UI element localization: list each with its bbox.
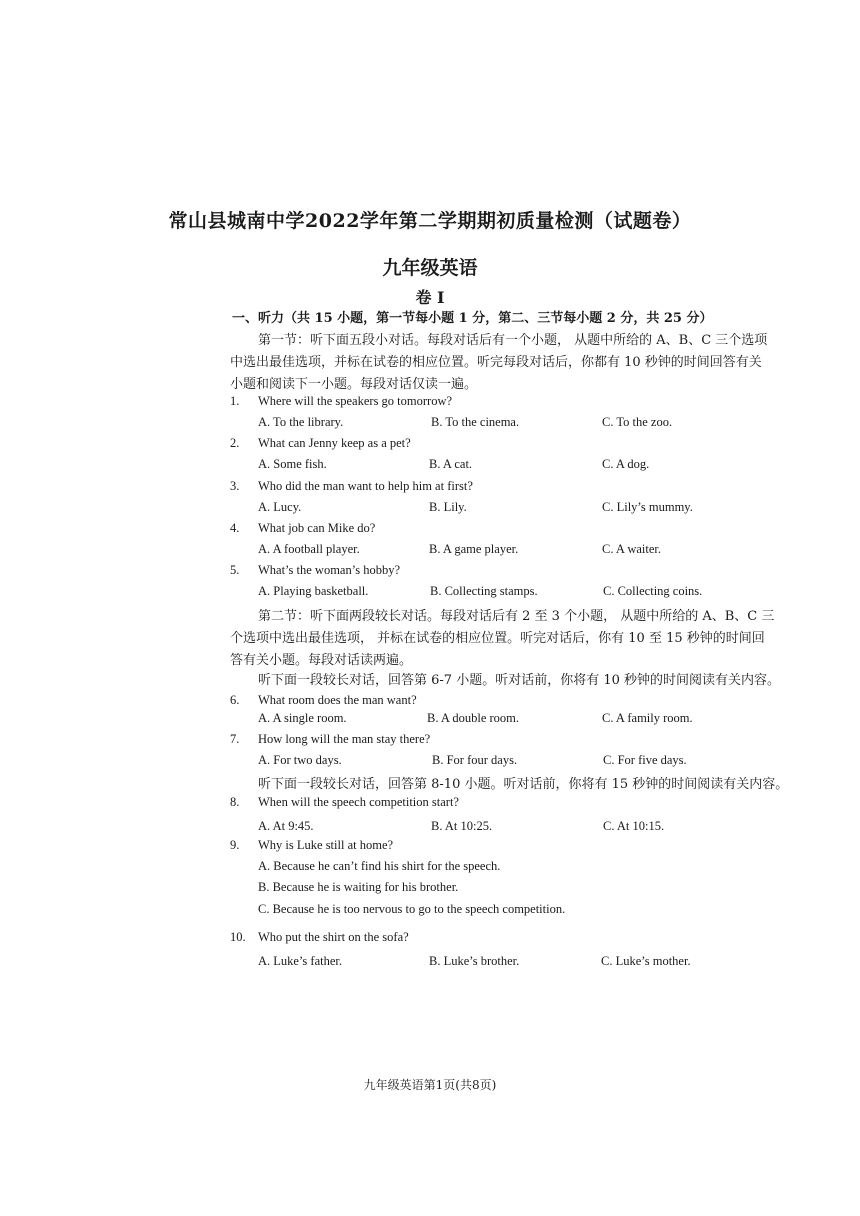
option-c: C. At 10:15. [603, 819, 665, 833]
question-text: How long will the man stay there? [258, 732, 431, 746]
question-number: 3. [230, 479, 240, 493]
question-number: 8. [230, 795, 240, 809]
question-text: What can Jenny keep as a pet? [258, 436, 411, 450]
option-c: C. Luke’s mother. [601, 954, 691, 968]
question-number: 10. [230, 930, 246, 944]
question-text: When will the speech competition start? [258, 795, 459, 809]
option-a: A. Luke’s father. [258, 954, 343, 968]
option-a: A. To the library. [258, 415, 344, 429]
question-number: 2. [230, 436, 240, 450]
dialog-note: 听下面一段较长对话，回答第 6-7 小题。听对话前，你将有 10 秒钟的时间阅读有关内容。 [258, 673, 781, 688]
question-number: 7. [230, 732, 240, 746]
option-c: C. Because he is too nervous to go to the speech competition. [258, 902, 566, 916]
part2-instruction-line: 个选项中选出最佳选项， 并标在试卷的相应位置。听完对话后，你有 10 至 15 秒钟的时间回 [230, 631, 765, 646]
paper-label: 卷 I [415, 288, 445, 307]
option-c: C. To the zoo. [602, 415, 673, 429]
option-c: C. A waiter. [602, 542, 662, 556]
option-a: A. Because he can’t find his shirt for the speech. [258, 859, 501, 873]
section-heading: 一、听力（共 15 小题，第一节每小题 1 分，第二、三节每小题 2 分，共 25 分） [232, 311, 713, 326]
option-b: B. At 10:25. [431, 819, 493, 833]
option-a: A. Some fish. [258, 457, 327, 471]
question-number: 5. [230, 563, 240, 577]
option-a: A. A football player. [258, 542, 360, 556]
option-b: B. A cat. [429, 457, 473, 471]
option-c: C. A dog. [602, 457, 650, 471]
question-text: Where will the speakers go tomorrow? [258, 394, 453, 408]
option-a: A. Lucy. [258, 500, 302, 514]
part1-instruction-line: 第一节：听下面五段小对话。每段对话后有一个小题， 从题中所给的 A、B、C 三个选项 [258, 333, 768, 348]
question-number: 4. [230, 521, 240, 535]
exam-title: 常山县城南中学2022学年第二学期期初质量检测（试题卷） [168, 210, 692, 232]
question-text: What job can Mike do? [258, 521, 376, 535]
option-b: B. Collecting stamps. [430, 584, 538, 598]
option-b: B. A double room. [427, 711, 520, 725]
question-text: What’s the woman’s hobby? [258, 563, 400, 577]
option-a: A. At 9:45. [258, 819, 314, 833]
option-c: C. Lily’s mummy. [602, 500, 693, 514]
option-c: C. For five days. [603, 753, 687, 767]
option-b: B. A game player. [429, 542, 519, 556]
option-b: B. Lily. [429, 500, 467, 514]
option-b: B. For four days. [432, 753, 518, 767]
question-number: 9. [230, 838, 240, 852]
question-number: 6. [230, 693, 240, 707]
question-number: 1. [230, 394, 240, 408]
option-a: A. Playing basketball. [258, 584, 369, 598]
option-b: B. Because he is waiting for his brother. [258, 880, 459, 894]
option-b: B. To the cinema. [431, 415, 520, 429]
question-text: What room does the man want? [258, 693, 417, 707]
question-text: Why is Luke still at home? [258, 838, 394, 852]
part2-instruction-line: 答有关小题。每段对话读两遍。 [230, 653, 413, 668]
page-footer: 九年级英语第1页(共8页) [363, 1078, 497, 1092]
option-b: B. Luke’s brother. [429, 954, 520, 968]
question-text: Who put the shirt on the sofa? [258, 930, 409, 944]
part2-instruction-line: 第二节：听下面两段较长对话。每段对话后有 2 至 3 个小题， 从题中所给的 A、B、C 三 [258, 609, 775, 624]
part1-instruction-line: 中选出最佳选项，并标在试卷的相应位置。听完每段对话后，你都有 10 秒钟的时间回答有关 [230, 355, 762, 370]
option-c: C. Collecting coins. [603, 584, 703, 598]
option-a: A. For two days. [258, 753, 342, 767]
question-text: Who did the man want to help him at first? [258, 479, 473, 493]
dialog-note: 听下面一段较长对话，回答第 8-10 小题。听对话前，你将有 15 秒钟的时间阅读有关内容。 [258, 777, 789, 792]
part1-instruction-line: 小题和阅读下一小题。每段对话仅读一遍。 [230, 377, 478, 392]
exam-subject: 九年级英语 [382, 257, 478, 279]
option-c: C. A family room. [602, 711, 693, 725]
option-a: A. A single room. [258, 711, 347, 725]
